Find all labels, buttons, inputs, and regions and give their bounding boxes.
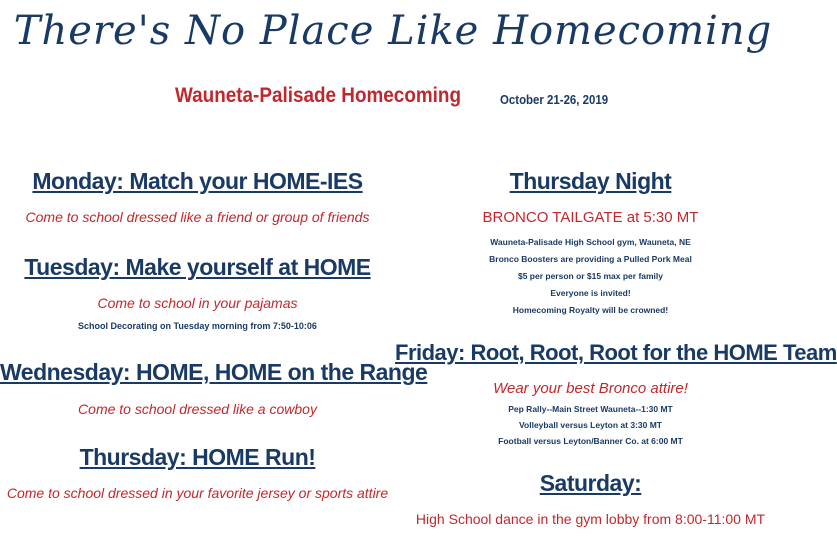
event-subtitle: Wauneta-Palisade Homecoming bbox=[175, 84, 462, 107]
tailgate-event: BRONCO TAILGATE at 5:30 MT bbox=[482, 209, 699, 226]
friday-detail: Football versus Leyton/Banner Co. at 6:00 MT bbox=[498, 436, 683, 446]
thursday-description: Come to school dressed in your favorite jersey or sports attire bbox=[6, 485, 389, 501]
tuesday-note: School Decorating on Tuesday morning from 7:50-10:06 bbox=[78, 321, 317, 331]
tuesday-description: Come to school in your pajamas bbox=[97, 295, 298, 311]
thursday-night-heading: Thursday Night bbox=[509, 168, 672, 194]
friday-detail: Pep Rally--Main Street Wauneta--1:30 MT bbox=[508, 404, 673, 414]
wednesday-heading: Wednesday: HOME, HOME on the Range bbox=[0, 359, 428, 385]
saturday-description: High School dance in the gym lobby from 8:00-11:00 MT bbox=[415, 511, 766, 527]
friday-detail: Volleyball versus Leyton at 3:30 MT bbox=[519, 420, 662, 430]
event-dates: October 21-26, 2019 bbox=[500, 92, 609, 107]
tailgate-detail: Everyone is invited! bbox=[550, 288, 631, 298]
page-title: There's No Place Like Homecoming bbox=[13, 8, 773, 54]
tailgate-detail: Bronco Boosters are providing a Pulled Pork Meal bbox=[489, 254, 692, 264]
tailgate-detail: $5 per person or $15 max per family bbox=[517, 271, 664, 281]
tailgate-detail: Wauneta-Palisade High School gym, Wauneta, NE bbox=[490, 237, 691, 247]
monday-description: Come to school dressed like a friend or group of friends bbox=[25, 209, 370, 225]
saturday-heading: Saturday: bbox=[539, 470, 642, 496]
thursday-heading: Thursday: HOME Run! bbox=[79, 444, 316, 470]
tailgate-detail: Homecoming Royalty will be crowned! bbox=[512, 305, 669, 315]
wednesday-description: Come to school dressed like a cowboy bbox=[78, 401, 317, 417]
monday-heading: Monday: Match your HOME-IES bbox=[32, 168, 363, 194]
tuesday-heading: Tuesday: Make yourself at HOME bbox=[24, 254, 371, 280]
friday-description: Wear your best Bronco attire! bbox=[493, 380, 688, 397]
friday-heading: Friday: Root, Root, Root for the HOME Team bbox=[395, 340, 837, 365]
